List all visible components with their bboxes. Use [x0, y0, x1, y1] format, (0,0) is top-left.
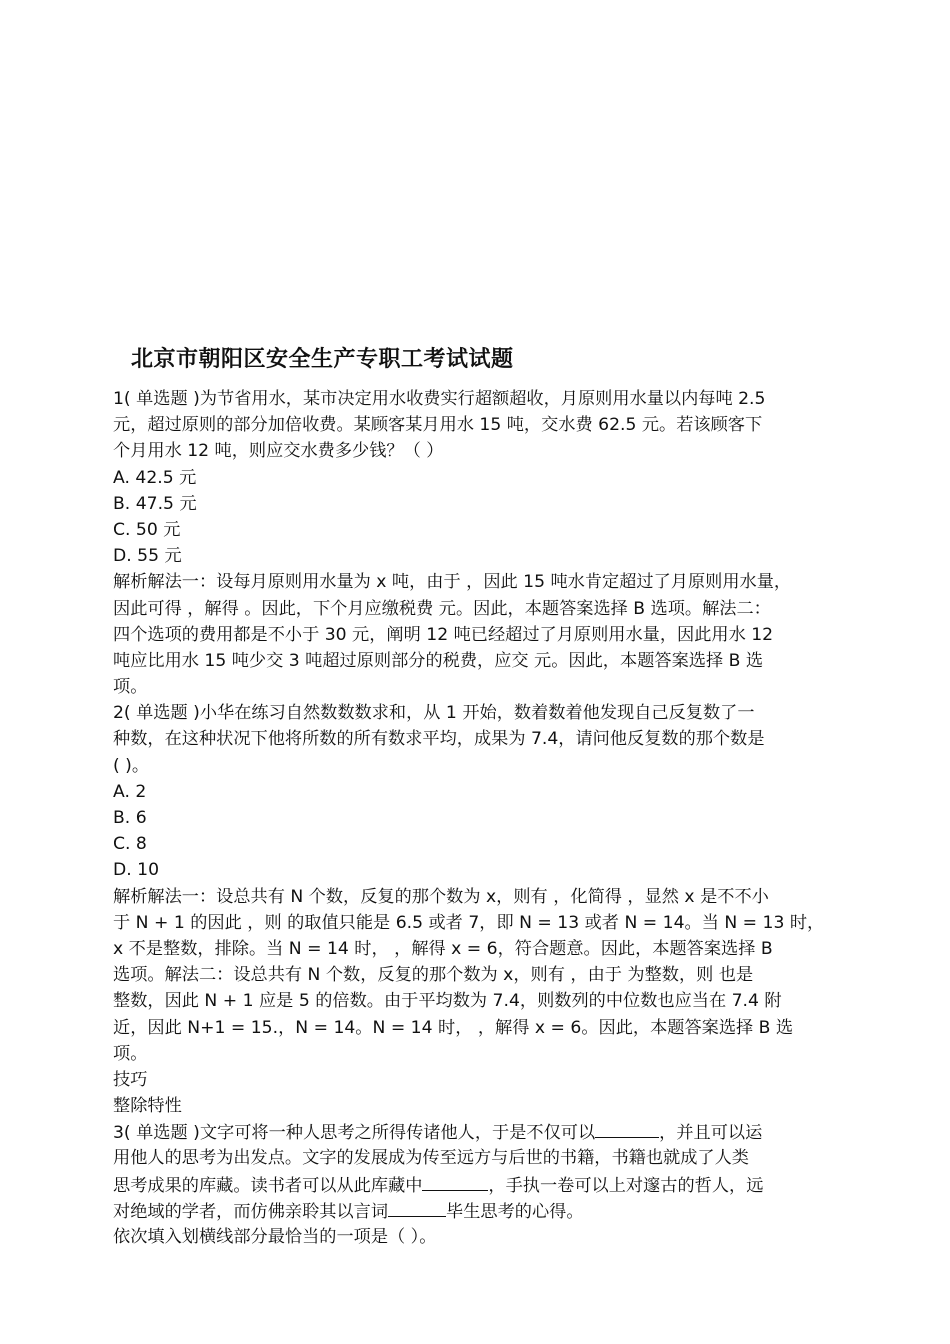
option-d: D. 55 元 [113, 546, 182, 567]
document-body [113, 386, 853, 1250]
analysis-line: 项。 [113, 677, 148, 698]
text-segment: ，并且可以运 [659, 1123, 763, 1144]
option-d: D. 10 [113, 860, 160, 881]
analysis-line: 近，因此 N+1 = 15.，N = 14。N = 14 时， ，解得 x = 6。因此，本题答案选择 B 选 [113, 1017, 794, 1038]
analysis-line: 解析解法一：设总共有 N 个数，反复的那个数为 x，则有 ，化简得 ，显然 x 是不不小 [113, 886, 769, 907]
question-3-line-5: 依次填入划横线部分最恰当的一项是（ ）。 [113, 1227, 437, 1247]
text-segment: 3( 单选题 )文字可将一种人思考之所得传诸他人，于是不仅可以 [113, 1123, 596, 1144]
option-a: A. 42.5 元 [113, 467, 197, 488]
option-b: B. 47.5 元 [113, 493, 197, 514]
text-segment: 毕生思考的心得。 [446, 1201, 584, 1222]
question-3-line-1 [113, 1119, 853, 1145]
text-line: 2( 单选题 )小华在练习自然数数数求和，从 1 开始，数着数着他发现自己反复数了一 [113, 703, 755, 724]
analysis-line: 因此可得 ，解得 。因此，下个月应缴税费 元。因此，本题答案选择 B 选项。解法二： [113, 598, 771, 619]
text-line: 1( 单选题 )为节省用水，某市决定用水收费实行超额超收，月原则用水量以内每吨 2.5 [113, 389, 766, 409]
question-3-line-2: 用他人的思考为出发点。文字的发展成为传至远方与后世的书籍，书籍也就成了人类 [113, 1148, 749, 1169]
fill-blank-2 [422, 1172, 488, 1191]
analysis-line: x 不是整数，排除。当 N = 14 时， ，解得 x = 6，符合题意。因此，本题答案选择 B [113, 938, 773, 959]
analysis-line: 选项。解法二：设总共有 N 个数，反复的那个数为 x，则有 ，由于 为整数，则 也是 [113, 965, 754, 986]
option-b: B. 6 [113, 808, 147, 828]
tag-line: 技巧 [113, 1069, 148, 1090]
text-segment: 思考成果的库藏。读书者可以从此库藏中 [113, 1175, 423, 1196]
analysis-line: 于 N + 1 的因此 ，则 的取值只能是 6.5 或者 7，即 N = 13 或者 N = 14。当 N = 13 时， [113, 912, 825, 933]
analysis-line: 整数，因此 N + 1 应是 5 的倍数。由于平均数为 7.4，则数列的中位数也应当在 7.4 附 [113, 991, 782, 1012]
question-3-line-4 [113, 1198, 853, 1224]
option-c: C. 8 [113, 834, 147, 855]
text-line: 种数，在这种状况下他将所数的所有数求平均，成果为 7.4，请问他反复数的那个数是 [113, 729, 765, 750]
analysis-line: 吨应比用水 15 吨少交 3 吨超过原则部分的税费，应交 元。因此，本题答案选择 B 选 [113, 650, 764, 671]
fill-blank-3 [388, 1198, 446, 1217]
fill-blank-1 [595, 1119, 659, 1138]
option-c: C. 50 元 [113, 519, 181, 540]
analysis-line: 四个选项的费用都是不小于 30 元，阐明 12 吨已经超过了月原则用水量，因此用水 12 [113, 624, 774, 645]
text-line: ( )。 [113, 755, 150, 776]
question-3-line-3 [113, 1172, 853, 1198]
option-a: A. 2 [113, 781, 147, 802]
document-title: 北京市朝阳区安全生产专职工考试试题 [131, 347, 514, 372]
text-line: 个月用水 12 吨，则应交水费多少钱？（ ） [113, 441, 444, 462]
analysis-line: 项。 [113, 1043, 148, 1064]
tag-line: 整除特性 [113, 1096, 182, 1117]
text-line: 元，超过原则的部分加倍收费。某顾客某月用水 15 吨，交水费 62.5 元。若该顾客下 [113, 415, 763, 436]
text-segment: 对绝域的学者，而仿佛亲聆其以言词 [113, 1201, 389, 1222]
analysis-line: 解析解法一：设每月原则用水量为 x 吨，由于 ，因此 15 吨水肯定超过了月原则用水量， [113, 572, 792, 593]
text-segment: ，手执一卷可以上对邃古的哲人，远 [488, 1175, 764, 1196]
